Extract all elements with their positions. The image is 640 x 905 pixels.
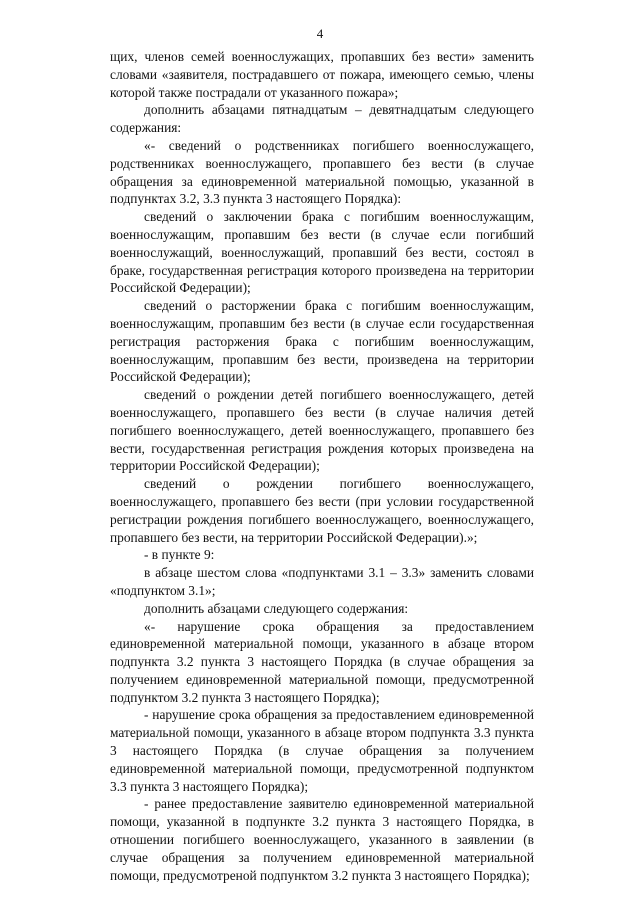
paragraph-11: «- нарушение срока обращения за предоставлением единовременной материальной помощи, указанного в абзаце втором подпункта 3.2 пункта 3 настоящего Порядка (в случае обращения за получением единовременной материальной помощи, предусмотренной подпунктом 3.2 пункта 3 настоящего Порядка); [110,618,534,705]
paragraph-3: «- сведений о родственниках погибшего военнослужащего, родственниках военнослужащего, пропавшего без вести (в случае обращения за единовременной материальной помощью, указанной в подпунктах 3.2, 3.3 пункта 3 настоящего Порядка): [110,137,534,207]
paragraph-8: - в пункте 9: [144,547,215,563]
document-body [110,48,534,884]
paragraph-1: щих, членов семей военнослужащих, пропавших без вести» заменить словами «заявителя, пострадавшего от пожара, имеющего семью, члены которой также пострадали от указанного пожара»; [110,49,534,100]
paragraph-7: сведений о рождении погибшего военнослужащего, военнослужащего, пропавшего без вести (при условии государственной регистрации рождения погибшего военнослужащего, военнослужащего, пропавшего без вести, на территории Российской Федерации).»; [110,476,534,545]
page-number: 4 [316,26,324,41]
paragraph-2: дополнить абзацами пятнадцатым – девятнадцатым следующего содержания: [110,102,534,136]
paragraph-10: дополнить абзацами следующего содержания: [144,600,409,616]
paragraph-13: - ранее предоставление заявителю единовременной материальной помощи, указанной в подпункте 3.2 пункта 3 настоящего Порядка, в отношении погибшего военнослужащего, указанного в заявлении (в случае обращения за получением единовременной материальной помощи, предусмотреной подпунктом 3.2 пункта 3 настоящего Порядка); [110,796,534,883]
paragraph-4: сведений о заключении брака с погибшим военнослужащим, военнослужащим, пропавшим без вести (в случае если погибший военнослужащий, военнослужащий, пропавший без вести, состоял в браке, государственная регистрация которого произведена на территории Российской Федерации); [110,209,534,296]
paragraph-5: сведений о расторжении брака с погибшим военнослужащим, военнослужащим, пропавшим без вести (в случае если государственная регистрация расторжения брака с погибшим военнослужащим, военнослужащим, пропавшим без вести, произведена на территории Российской Федерации); [110,298,534,385]
paragraph-9: в абзаце шестом слова «подпунктами 3.1 – 3.3» заменить словами «подпунктом 3.1»; [110,565,534,598]
paragraph-12: - нарушение срока обращения за предоставлением единовременной материальной помощи, указанного в абзаце втором подпункта 3.3 пункта 3 настоящего Порядка (в случае обращения за получением единовременной материальной помощи, предусмотренной подпунктом 3.3 пункта 3 настоящего Порядка); [110,707,534,794]
paragraph-6: сведений о рождении детей погибшего военнослужащего, детей военнослужащего, пропавшего без вести (в случае наличия детей погибшего военнослужащего, детей военнослужащего, пропавшего без вести, государственная регистрация рождения которых произведена на территории Российской Федерации); [110,387,534,474]
